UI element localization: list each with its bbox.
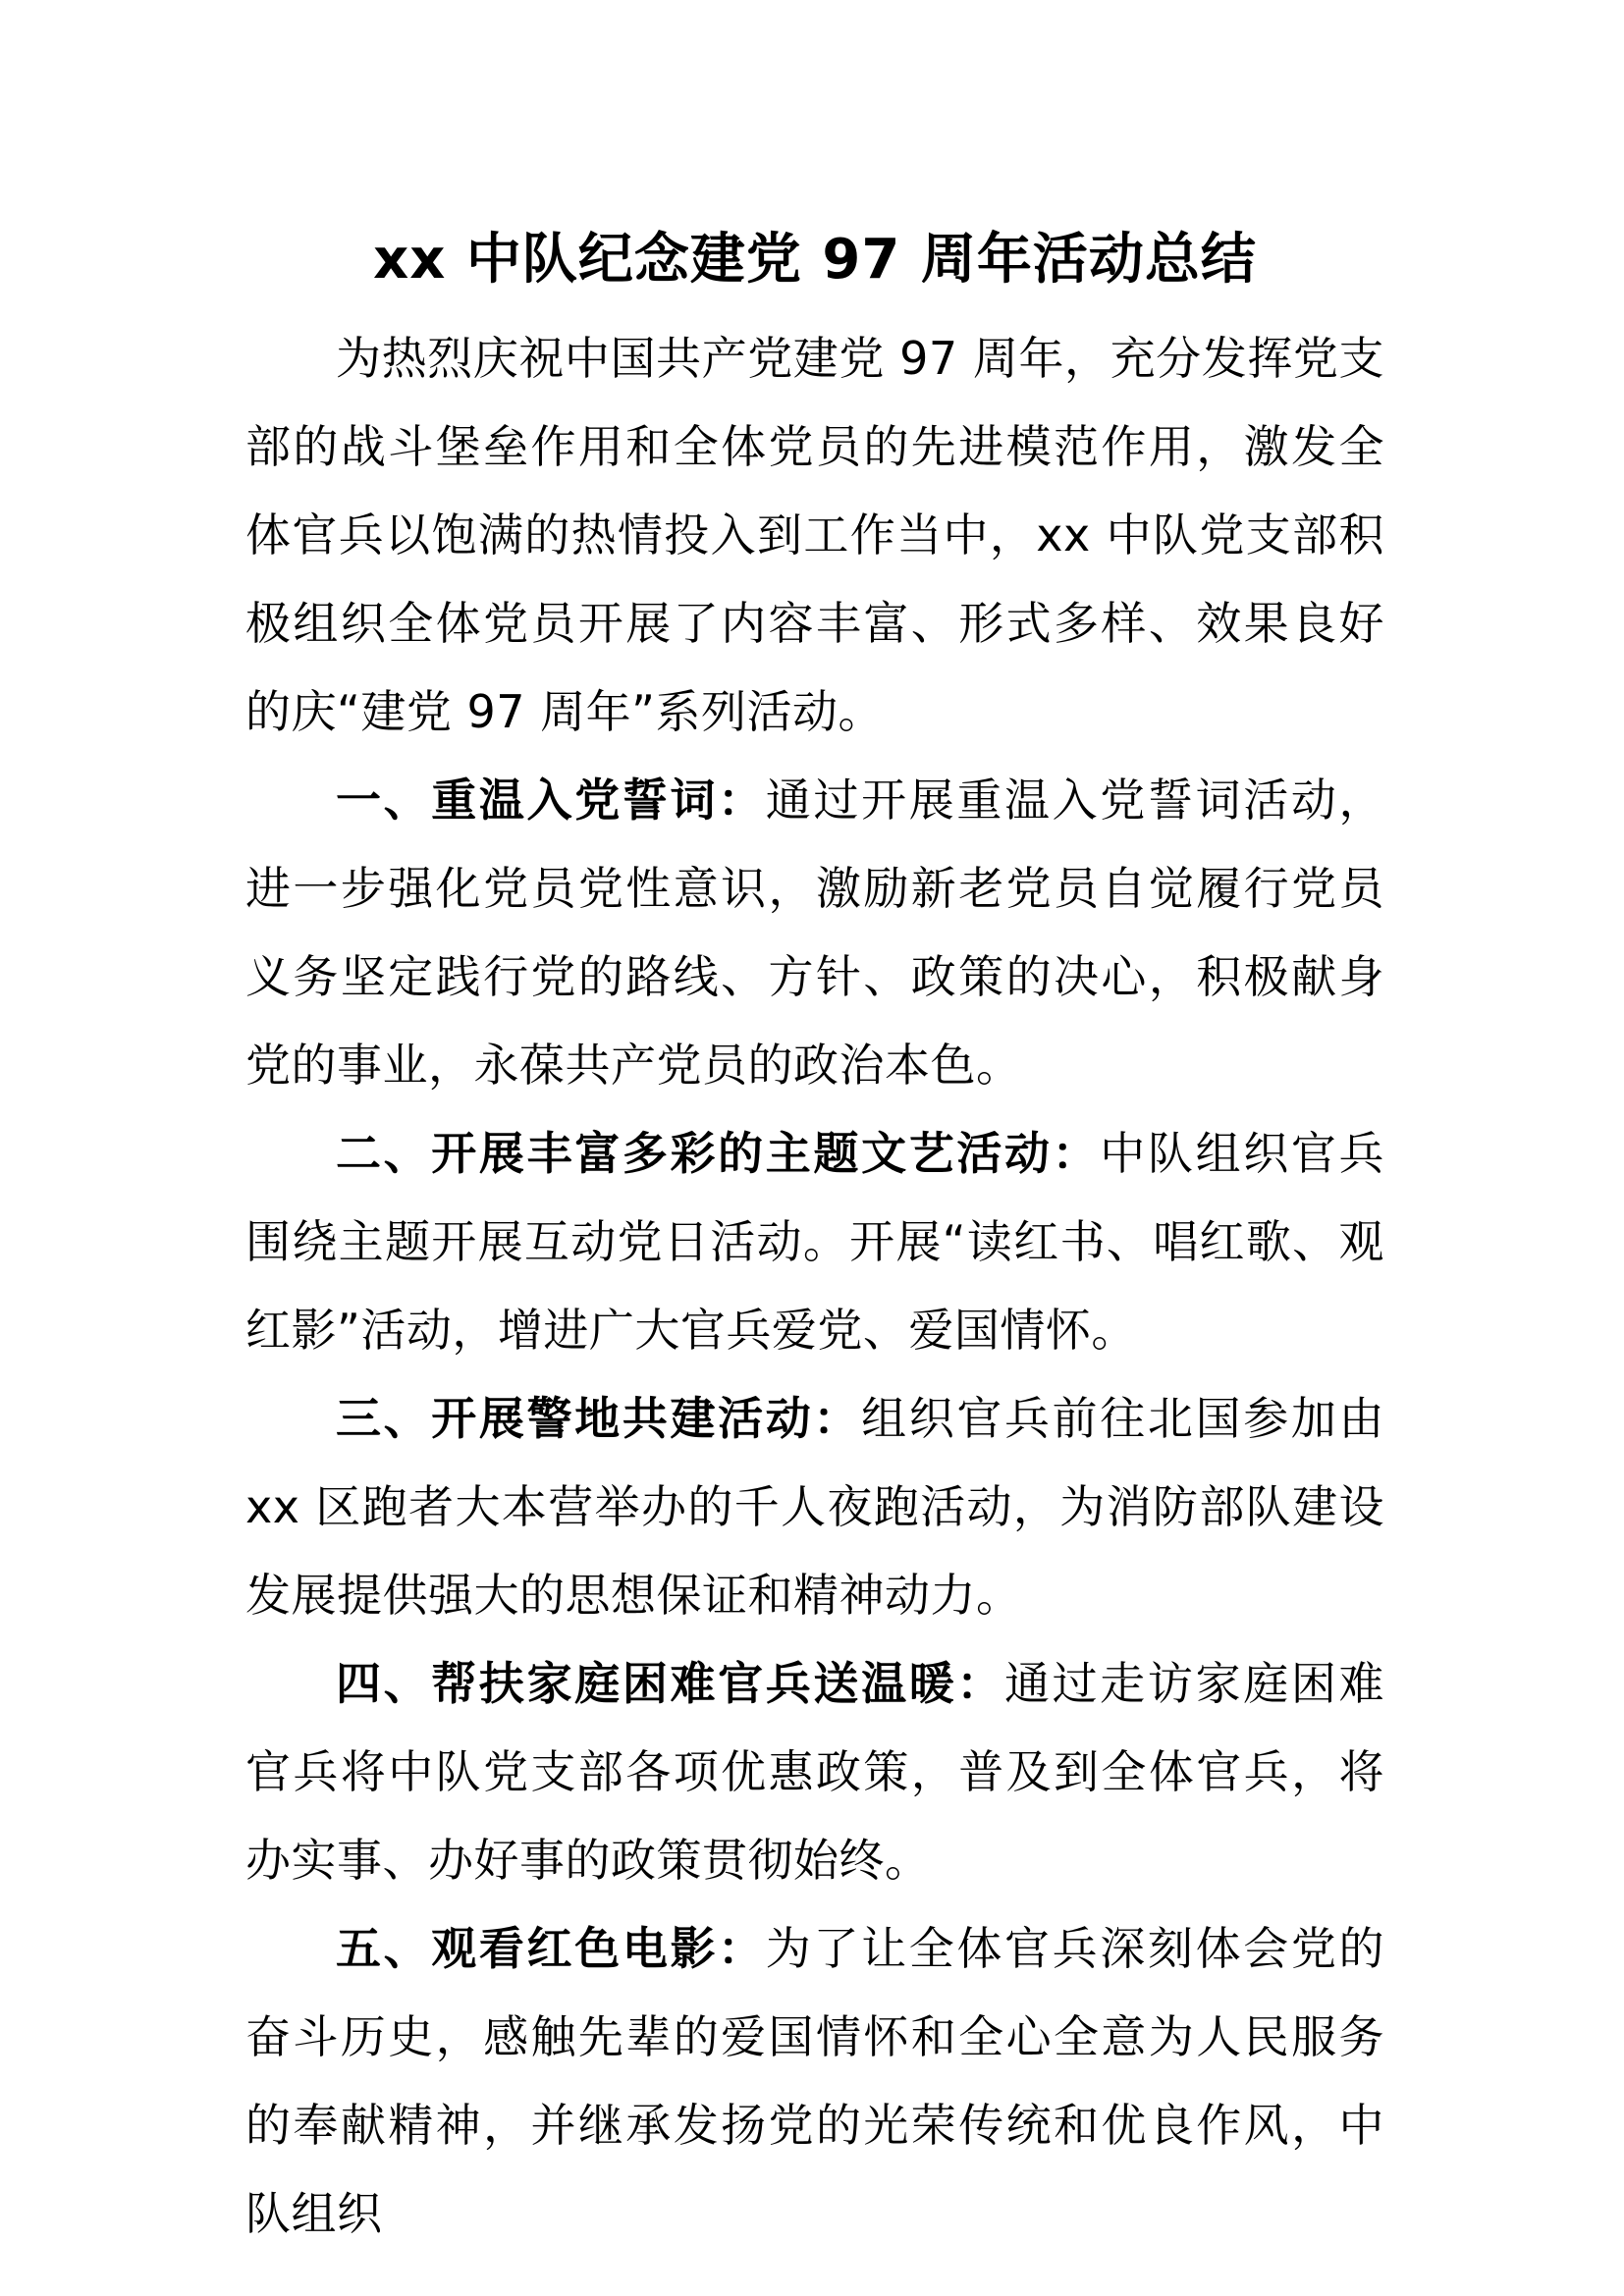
document-title: xx 中队纪念建党 97 周年活动总结	[373, 228, 1257, 292]
section-body: 组织官兵前往北国参加由 xx 区跑者大本营举办的千人夜跑活动，为消防部队建设发展提供强大的思想保证和精神动力。	[245, 1392, 1385, 1622]
section-body: 中队组织官兵围绕主题开展互动党日活动。开展“读红书、唱红歌、观红影”活动，增进广大官兵爱党、爱国情怀。	[245, 1127, 1385, 1357]
document-page	[245, 206, 1384, 2258]
section-paragraph	[245, 1904, 1384, 2258]
section-paragraph	[245, 1374, 1384, 1639]
section-heading: 三、开展警地共建活动：	[336, 1392, 862, 1445]
section-body: 为了让全体官兵深刻体会党的奋斗历史，感触先辈的爱国情怀和全心全意为人民服务的奉献精神，并继承发扬党的光荣传统和优良作风，中队组织	[245, 1922, 1385, 2240]
intro-paragraph: 为热烈庆祝中国共产党建党 97 周年，充分发挥党支部的战斗堡垒作用和全体党员的先进模范作用，激发全体官兵以饱满的热情投入到工作当中，xx 中队党支部积极组织全体党员开展了内容丰富、形式多样、效果良好的庆“建党 97 周年”系列活动。	[245, 332, 1384, 738]
section-heading: 一、重温入党誓词：	[336, 774, 766, 827]
section-paragraph	[245, 1109, 1384, 1374]
section-heading: 四、帮扶家庭困难官兵送温暖：	[336, 1657, 1004, 1710]
section-body: 通过开展重温入党誓词活动，进一步强化党员党性意识，激励新老党员自觉履行党员义务坚定践行党的路线、方针、政策的决心，积极献身党的事业，永葆共产党员的政治本色。	[245, 774, 1385, 1092]
section-body: 通过走访家庭困难官兵将中队党支部各项优惠政策，普及到全体官兵，将办实事、办好事的政策贯彻始终。	[245, 1657, 1385, 1887]
section-heading: 五、观看红色电影：	[336, 1922, 766, 1975]
section-paragraph	[245, 756, 1384, 1109]
section-paragraph	[245, 1639, 1384, 1904]
section-heading: 二、开展丰富多彩的主题文艺活动：	[336, 1127, 1101, 1180]
